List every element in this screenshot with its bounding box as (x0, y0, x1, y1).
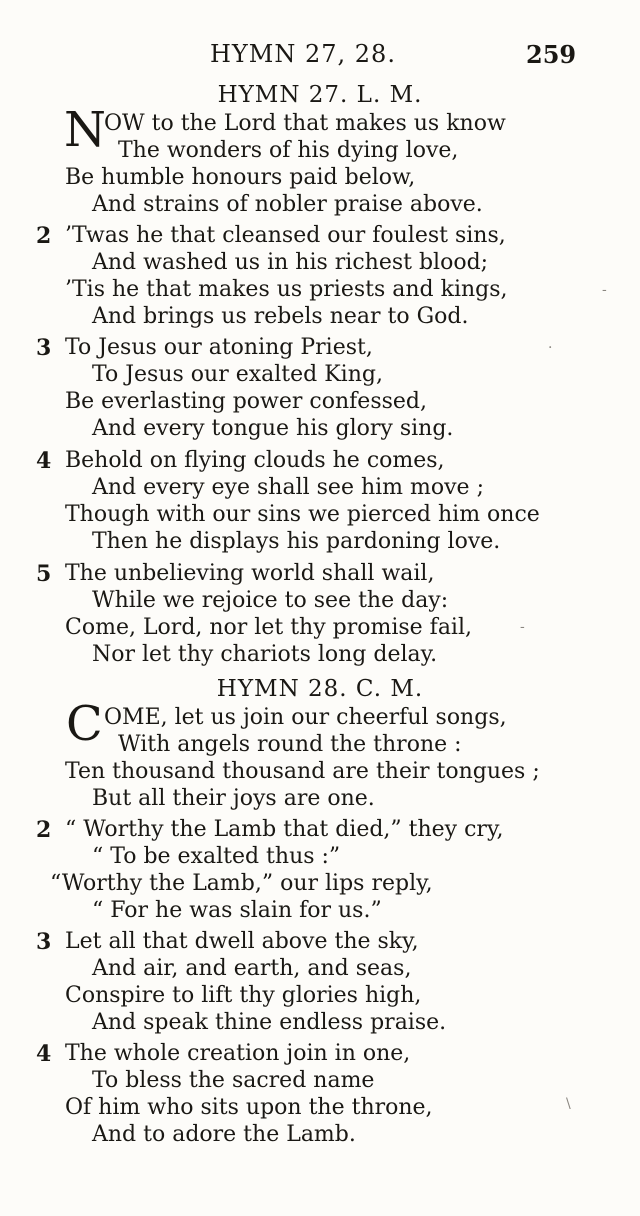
hymn-28-line: “ For he was slain for us.” (92, 898, 382, 923)
verse-number: 5 (36, 561, 52, 587)
hymn-28-line: Let all that dwell above the sky, (65, 929, 419, 954)
hymn-28-line: To bless the sacred name (92, 1068, 375, 1093)
hymn-27-line: And every tongue his glory sing. (92, 416, 454, 441)
hymn-27-line: To Jesus our exalted King, (92, 362, 383, 387)
verse-number: 3 (36, 335, 52, 361)
hymn-27-dropcap: N (64, 102, 106, 158)
hymn-27-line: Be humble honours paid below, (65, 165, 416, 190)
hymn-28-line: “Worthy the Lamb,” our lips reply, (50, 871, 433, 896)
running-head (0, 40, 640, 74)
hymn-28-line: “ To be exalted thus :” (92, 844, 341, 869)
print-speck: - (520, 619, 525, 635)
print-speck: - (602, 282, 607, 298)
hymn-27-line: Come, Lord, nor let thy promise fail, (65, 615, 472, 640)
hymn-27-line: The wonders of his dying love, (118, 138, 459, 163)
print-speck: · (548, 340, 553, 356)
hymn-27-line: And brings us rebels near to God. (92, 304, 469, 329)
hymn-28-line: “ Worthy the Lamb that died,” they cry, (65, 817, 504, 842)
hymn-27-line: And washed us in his richest blood; (92, 250, 489, 275)
verse-number: 2 (36, 817, 52, 843)
hymn-28-title: HYMN 28. C. M. (216, 676, 424, 702)
hymn-27-line: ’Tis he that makes us priests and kings, (65, 277, 508, 302)
hymn-28-line: Of him who sits upon the throne, (65, 1095, 433, 1120)
hymn-28-dropcap: C (66, 696, 103, 752)
hymn-28-line: But all their joys are one. (92, 786, 375, 811)
hymn-27-line: Behold on flying clouds he comes, (65, 448, 445, 473)
hymn-27-line: Then he displays his pardoning love. (92, 529, 501, 554)
verse-number: 3 (36, 929, 52, 955)
hymn-28-line: With angels round the throne : (118, 732, 462, 757)
running-head-title: HYMN 27, 28. (210, 40, 396, 68)
hymn-28-line: Ten thousand thousand are their tongues ; (65, 759, 540, 784)
page-number: 259 (526, 40, 577, 69)
hymn-28-line: And to adore the Lamb. (92, 1122, 356, 1147)
hymn-27-line: And every eye shall see him move ; (92, 475, 484, 500)
hymn-28-line: The whole creation join in one, (65, 1041, 411, 1066)
hymn-28-first-line: OME, let us join our cheerful songs, (104, 705, 507, 730)
hymn-28-line: Conspire to lift thy glories high, (65, 983, 422, 1008)
print-speck: \ (566, 1096, 571, 1112)
hymn-27-line: The unbelieving world shall wail, (65, 561, 435, 586)
hymn-27-line: To Jesus our atoning Priest, (65, 335, 373, 360)
hymn-28-line: And speak thine endless praise. (92, 1010, 447, 1035)
hymn-27-line: Nor let thy chariots long delay. (92, 642, 438, 667)
verse-number: 2 (36, 223, 52, 249)
hymn-27-line: ’Twas he that cleansed our foulest sins, (65, 223, 506, 248)
verse-number: 4 (36, 1041, 52, 1067)
hymn-27-line: And strains of nobler praise above. (92, 192, 483, 217)
hymn-27-line: While we rejoice to see the day: (92, 588, 449, 613)
verse-number: 4 (36, 448, 52, 474)
hymn-27-line: Be everlasting power confessed, (65, 389, 427, 414)
hymn-27-first-line: OW to the Lord that makes us know (104, 111, 506, 136)
hymn-27-title: HYMN 27. L. M. (217, 82, 423, 108)
hymn-28-line: And air, and earth, and seas, (92, 956, 412, 981)
hymn-27-line: Though with our sins we pierced him once (65, 502, 540, 527)
